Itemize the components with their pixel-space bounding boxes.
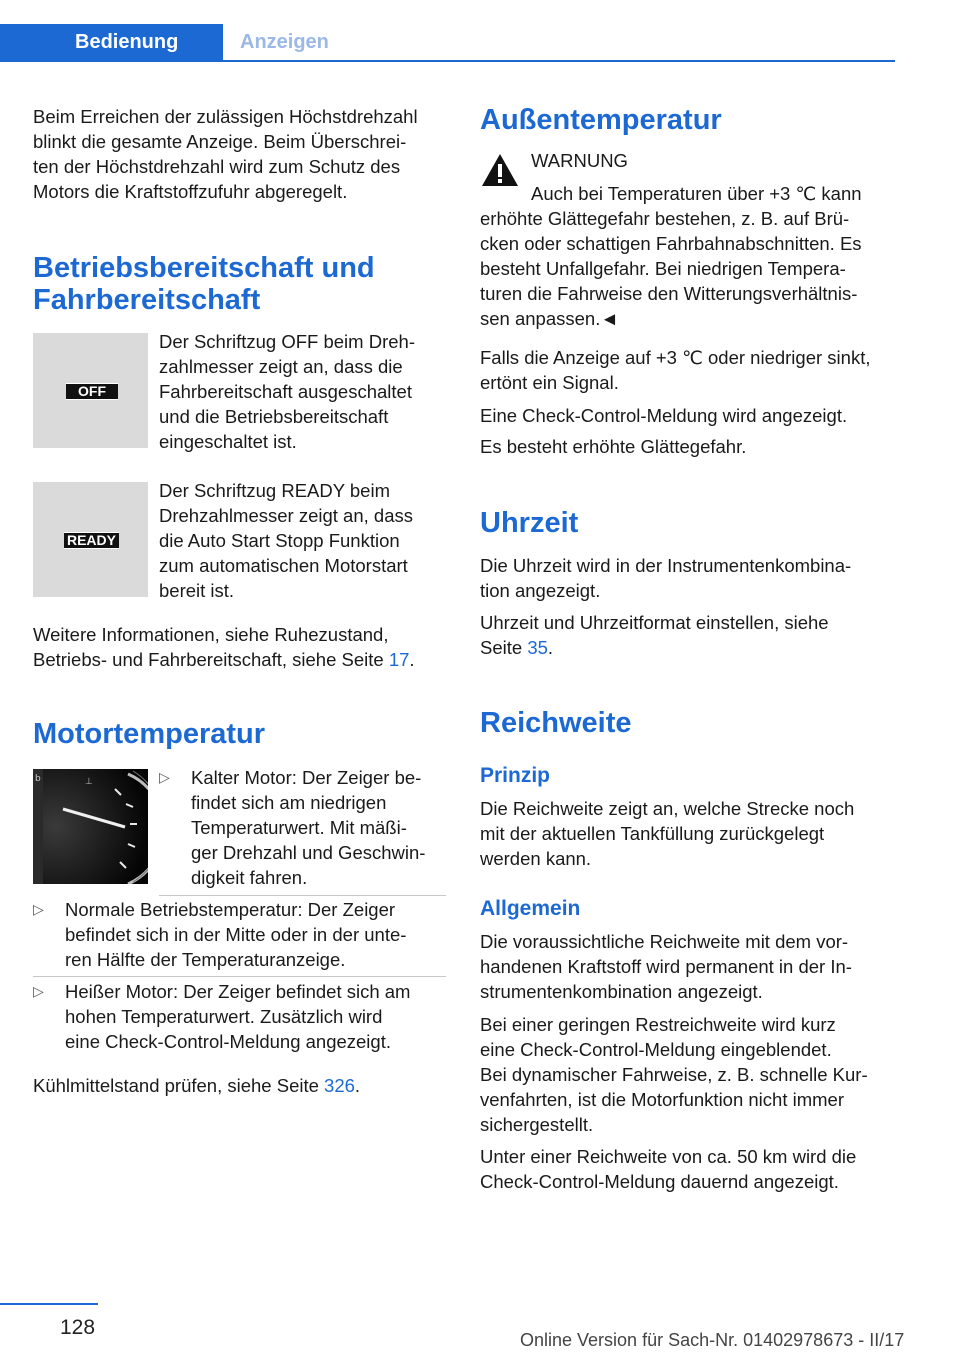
- intro-paragraph: [33, 104, 453, 204]
- intro-line: Beim Erreichen der zulässigen Höchstdrehzahl: [33, 106, 418, 127]
- heading-allgemein: Allgemein: [480, 897, 581, 920]
- bullet-line: befindet sich in der Mitte oder in der unte-: [65, 924, 407, 945]
- warning-triangle-icon: [480, 152, 520, 188]
- header-bar: [0, 24, 895, 62]
- bullet-item-normal: [33, 897, 448, 980]
- time-line: tion angezeigt.: [480, 580, 601, 601]
- ready-line: bereit ist.: [159, 580, 235, 601]
- bullet-item-cold: [159, 765, 449, 898]
- gauge-drawing: [33, 769, 148, 884]
- bullet-triangle-icon: ▷: [33, 901, 44, 917]
- warning-line: sen anpassen.◄: [480, 308, 619, 329]
- warning-body: [480, 206, 900, 331]
- heading-line: Fahrbereitschaft: [33, 284, 261, 316]
- online-version-note: Online Version für Sach-Nr. 01402978673 - II/17: [520, 1330, 905, 1350]
- general-line: eine Check-Control-Meldung eingeblendet.: [480, 1039, 832, 1060]
- temperature-gauge-image: [33, 769, 148, 884]
- tab-anzeigen[interactable]: Anzeigen: [240, 31, 329, 53]
- temp-paragraph-2: Eine Check-Control-Meldung wird angezeigt.: [480, 405, 848, 426]
- warning-label: WARNUNG: [531, 150, 628, 171]
- more-info-paragraph: Weitere Informationen, siehe Ruhezustand, Betriebs- und Fahrbereitschaft, siehe Seite 17.: [33, 624, 415, 670]
- ready-line: zum automatischen Motorstart: [159, 555, 408, 576]
- time-paragraph-2: Uhrzeit und Uhrzeitformat einstellen, siehe Seite 35.: [480, 612, 829, 658]
- general-line: Check-Control-Meldung dauernd angezeigt.: [480, 1171, 839, 1192]
- page-link-35[interactable]: 35: [527, 637, 548, 658]
- bullet-triangle-icon: ▷: [33, 983, 44, 999]
- off-line: Der Schriftzug OFF beim Dreh-: [159, 331, 415, 352]
- bullet-line: Normale Betriebstemperatur: Der Zeiger: [65, 899, 396, 920]
- intro-line: Motors die Kraftstoffzufuhr abgeregelt.: [33, 181, 348, 202]
- general-line: sichergestellt.: [480, 1114, 594, 1135]
- heading-line: Betriebsbereitschaft und: [33, 252, 375, 284]
- bullet-text: [65, 979, 410, 1054]
- general-line: strumentenkombination angezeigt.: [480, 981, 763, 1002]
- heading-motortemperatur: Motortemperatur: [33, 718, 266, 750]
- temp-line: ertönt ein Signal.: [480, 372, 619, 393]
- general-line: handenen Kraftstoff wird permanent in der In-: [480, 956, 852, 977]
- off-description: [159, 329, 449, 454]
- general-line: Die voraussichtliche Reichweite mit dem vor-: [480, 931, 849, 952]
- principle-line: mit der aktuellen Tankfüllung zurückgelegt: [480, 823, 825, 844]
- warning-first-line: Auch bei Temperaturen über +3 ℃ kann: [531, 183, 862, 204]
- off-line: eingeschaltet ist.: [159, 431, 297, 452]
- bullet-line: findet sich am niedrigen: [191, 792, 387, 813]
- general-line: Bei einer geringen Restreichweite wird kurz: [480, 1014, 836, 1035]
- heading-reichweite: Reichweite: [480, 707, 632, 739]
- principle-line: Die Reichweite zeigt an, welche Strecke noch: [480, 798, 855, 819]
- heading-uhrzeit: Uhrzeit: [480, 507, 579, 539]
- off-line: und die Betriebsbereitschaft: [159, 406, 389, 427]
- bullet-line: digkeit fahren.: [191, 867, 308, 888]
- general-line: Bei dynamischer Fahrweise, z. B. schnelle Kur-: [480, 1064, 868, 1085]
- time-paragraph-1: [480, 553, 900, 603]
- bullet-line: Temperaturwert. Mit mäßi-: [191, 817, 407, 838]
- bullet-separator: [33, 976, 446, 977]
- off-line: Fahrbereitschaft ausgeschaltet: [159, 381, 412, 402]
- general-paragraph-2: [480, 1012, 900, 1137]
- bullet-triangle-icon: ▷: [159, 769, 170, 785]
- footer-divider: [0, 1303, 98, 1305]
- page-link-17[interactable]: 17: [388, 649, 410, 670]
- warning-line: besteht Unfallgefahr. Bei niedrigen Tempera-: [480, 258, 846, 279]
- bullet-text: [65, 897, 406, 972]
- principle-paragraph: [480, 796, 900, 871]
- general-line: Unter einer Reichweite von ca. 50 km wird die: [480, 1146, 857, 1167]
- ready-line: Der Schriftzug READY beim: [159, 480, 390, 501]
- heading-prinzip: Prinzip: [480, 764, 551, 787]
- bullet-line: Heißer Motor: Der Zeiger befindet sich am: [65, 981, 411, 1002]
- general-line: venfahrten, ist die Motorfunktion nicht immer: [480, 1089, 844, 1110]
- time-line: Uhrzeit und Uhrzeitformat einstellen, siehe: [480, 612, 829, 633]
- principle-line: werden kann.: [480, 848, 592, 869]
- more-info-line: Betriebs- und Fahrbereitschaft, siehe Seite: [33, 649, 389, 670]
- temp-paragraph-1: [480, 345, 900, 395]
- warning-line: cken oder schattigen Fahrbahnabschnitten. Es: [480, 233, 862, 254]
- heading-aussentemperatur: Außentemperatur: [480, 104, 722, 136]
- time-line: Seite: [480, 637, 528, 658]
- warning-line: turen die Fahrweise den Witterungsverhältnis-: [480, 283, 858, 304]
- tab-bedienung[interactable]: Bedienung: [0, 24, 223, 60]
- intro-line: blinkt die gesamte Anzeige. Beim Überschrei-: [33, 131, 407, 152]
- heading-betriebsbereitschaft: [33, 252, 375, 316]
- general-paragraph-1: [480, 929, 900, 1004]
- ready-line: die Auto Start Stopp Funktion: [159, 530, 400, 551]
- warning-line: erhöhte Glättegefahr bestehen, z. B. auf Brü-: [480, 208, 850, 229]
- page-link-326[interactable]: 326: [324, 1075, 355, 1096]
- bullet-line: hohen Temperaturwert. Zusätzlich wird: [65, 1006, 383, 1027]
- off-badge: OFF: [66, 383, 118, 400]
- bullet-line: eine Check-Control-Meldung angezeigt.: [65, 1031, 391, 1052]
- time-line: Die Uhrzeit wird in der Instrumentenkombina-: [480, 555, 852, 576]
- bullet-text: [191, 765, 425, 890]
- svg-text:⊥: ⊥: [85, 777, 93, 787]
- header-divider: [0, 60, 895, 62]
- ready-description: [159, 478, 449, 603]
- bullet-line: ren Hälfte der Temperaturanzeige.: [65, 949, 346, 970]
- temp-line: Falls die Anzeige auf +3 ℃ oder niedriger sinkt,: [480, 347, 871, 368]
- bullet-separator: [159, 895, 446, 896]
- ready-line: Drehzahlmesser zeigt an, dass: [159, 505, 413, 526]
- bullet-item-hot: [33, 979, 448, 1062]
- temp-paragraph-3: Es besteht erhöhte Glättegefahr.: [480, 436, 747, 457]
- coolant-paragraph: Kühlmittelstand prüfen, siehe Seite 326.: [33, 1075, 361, 1096]
- coolant-text: Kühlmittelstand prüfen, siehe Seite: [33, 1075, 325, 1096]
- off-line: zahlmesser zeigt an, dass die: [159, 356, 403, 377]
- intro-line: ten der Höchstdrehzahl wird zum Schutz des: [33, 156, 401, 177]
- svg-text:b: b: [35, 774, 41, 784]
- bullet-line: ger Drehzahl und Geschwin-: [191, 842, 426, 863]
- ready-badge: READY: [64, 532, 119, 549]
- page-number: 128: [60, 1316, 96, 1339]
- general-paragraph-3: [480, 1144, 900, 1194]
- off-display-image: [33, 333, 148, 448]
- bullet-line: Kalter Motor: Der Zeiger be-: [191, 767, 422, 788]
- ready-display-image: [33, 482, 148, 597]
- more-info-line: Weitere Informationen, siehe Ruhezustand,: [33, 624, 389, 645]
